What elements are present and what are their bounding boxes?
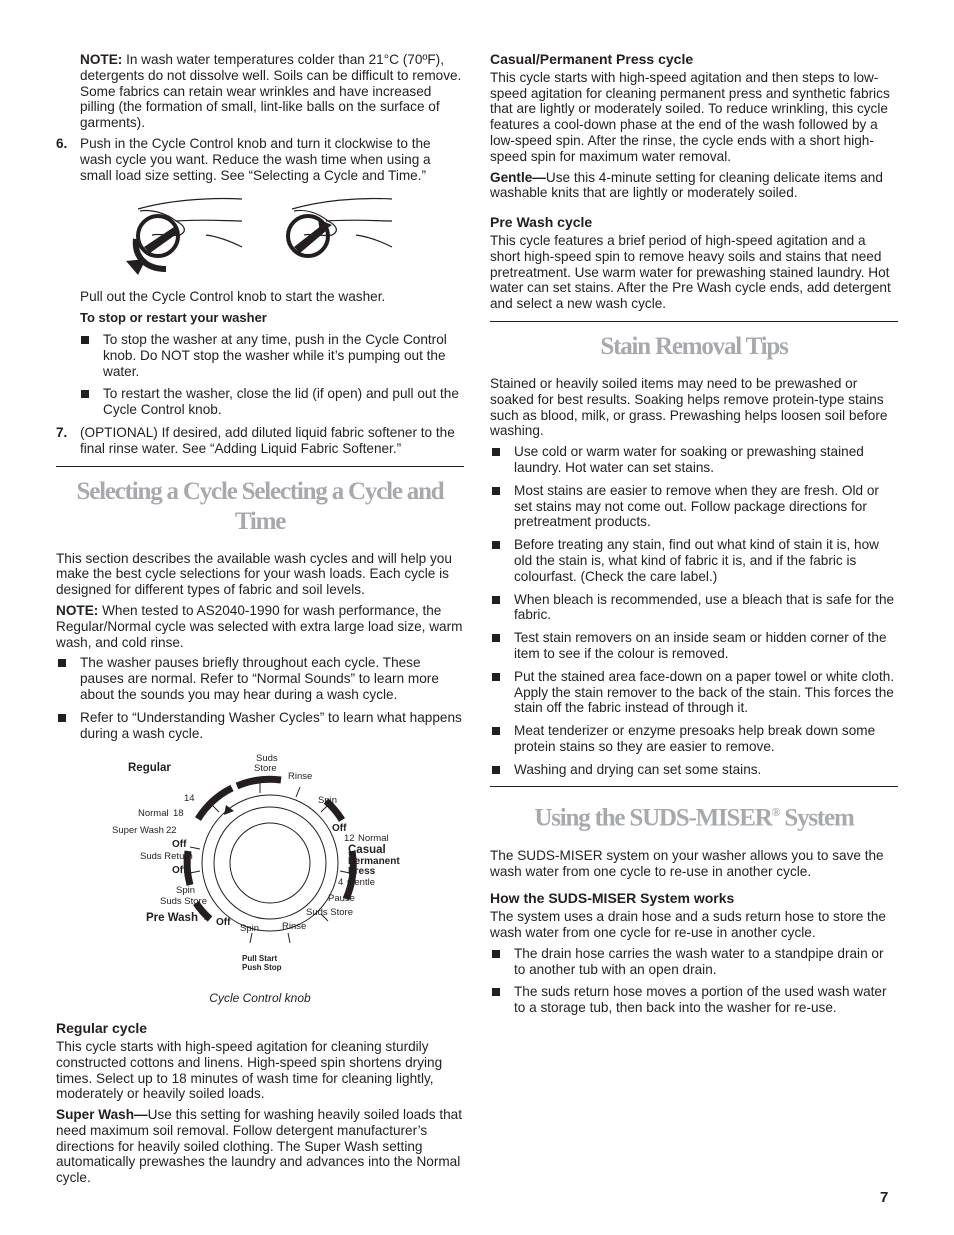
gentle-description: Use this 4-minute setting for cleaning delicate items and washable knits that are lightly or moderately soiled.	[490, 169, 883, 201]
dial-label-casual: Casual	[348, 844, 386, 857]
regular-cycle-heading: Regular cycle	[56, 1020, 148, 1037]
dial-label: Suds Store	[306, 907, 353, 919]
list-item: Use cold or warm water for soaking or prewashing stained laundry. Hot water can set stains.	[490, 444, 898, 476]
prewash-heading: Pre Wash cycle	[490, 214, 593, 231]
dial-label: Super Wash	[112, 825, 164, 837]
dial-label: Rinse	[282, 921, 307, 933]
hand-turning-knob-icon	[56, 191, 464, 283]
dial-label-pre-wash: Pre Wash	[146, 912, 198, 925]
dial-label: Off	[216, 917, 231, 929]
dial-label: 12	[344, 833, 355, 845]
casual-cycle-text: This cycle starts with high-speed agitation and then steps to low-speed agitation for cleaning permanent press and synthetic fabrics that are lightly or moderately soiled. To reduce wrinkling, this cycle features a cool-down phase at the end of the wash followed by a low-speed spin. After the rinse, the cycle ends with a short high-speed spin for maximum water removal.	[490, 69, 890, 164]
cycle-control-knob-figure	[56, 753, 464, 985]
dial-label: 4	[204, 913, 210, 925]
note-label: NOTE:	[80, 52, 123, 67]
step-text: (OPTIONAL) If desired, add diluted liquid fabric softener to the final rinse water. See “Adding Liquid Fabric Softener.”	[80, 424, 455, 456]
section-title-selecting-cycle: Selecting a Cycle Selecting a Cycle and Time	[76, 477, 444, 535]
dial-label: Normal	[358, 833, 389, 845]
list-item: Before treating any stain, find out what kind of stain it is, how old the stain is, what kind of fabric it is, and if the fabric is colourfast. (Check the care label.)	[490, 537, 898, 584]
divider	[56, 466, 464, 467]
dial-label-regular: Regular	[128, 762, 171, 775]
list-item: To stop the washer at any time, push in the Cycle Control knob. Do NOT stop the washer while it’s pumping out the water.	[79, 332, 464, 379]
dial-label: Pause	[328, 893, 355, 905]
step-6	[56, 136, 464, 183]
dial-label: Normal	[138, 808, 169, 820]
divider	[490, 321, 898, 322]
dial-label: Rinse	[288, 771, 313, 783]
section-intro: This section describes the available wash cycles and will help you make the best cycle selections for your wash loads. Each cycle is designed for different types of fabric and soil levels.	[56, 550, 452, 598]
suds-title-text: Using the SUDS-MISER	[534, 804, 772, 832]
note-temperature	[56, 52, 464, 131]
note-label: NOTE:	[56, 602, 99, 618]
note-text: In wash water temperatures colder than 21°C (70ºF), detergents do not dissolve well. Soils can be difficult to remove. Some fabrics can retain wear wrinkles and have increased pilling (the formation of small, lint-like balls on the surface of garments).	[80, 52, 462, 131]
dial-label: 18	[173, 808, 184, 820]
dial-label: Suds Store	[160, 896, 207, 908]
section-title-stain-removal: Stain Removal Tips	[600, 332, 788, 360]
step-text: Push in the Cycle Control knob and turn it clockwise to the wash cycle you want. Reduce the wash time when using a small load size setting. See “Selecting a Cycle and Time.”	[80, 135, 431, 183]
super-wash-description: Use this setting for washing heavily soiled loads that need maximum soil removal. Follow detergent manufacturer’s directions for heavily soiled clothing. The Super Wash setting automatically prewashes the laundry and advances into the Normal cycle.	[56, 1107, 462, 1186]
list-item: The drain hose carries the wash water to a standpipe drain or to another tub with an open drain.	[490, 946, 898, 978]
prewash-text: This cycle features a brief period of high-speed agitation and a short high-speed spin to remove heavy soils and stains that need pretreatment. Use warm water for prewashing stained laundry. Hot water can set stains. After the Pre Wash cycle ends, add detergent and select a new wash cycle.	[490, 232, 891, 312]
step-number: 6.	[56, 135, 68, 151]
list-item: Refer to “Understanding Washer Cycles” to learn what happens during a wash cycle.	[56, 710, 464, 742]
dial-label: Off	[172, 839, 187, 851]
suds-intro: The SUDS-MISER system on your washer allows you to save the wash water from one cycle to re-use in another cycle.	[490, 847, 884, 879]
pull-out-text: Pull out the Cycle Control knob to start the washer.	[80, 289, 386, 305]
dial-label: Spin	[240, 923, 260, 935]
knob-hands-illustration	[56, 191, 464, 283]
list-item: Meat tenderizer or enzyme presoaks help break down some protein stains so they are easier to remove.	[490, 723, 898, 755]
list-item: Put the stained area face-down on a paper towel or white cloth. Apply the stain remover to the back of the stain. This forces the stain off the fabric instead of through it.	[490, 669, 898, 716]
dial-label: Press	[348, 866, 376, 878]
divider	[490, 786, 898, 787]
figure-caption: Cycle Control knob	[209, 991, 311, 1006]
registered-mark: ®	[771, 805, 780, 820]
gentle-text	[490, 170, 898, 202]
section-title-suds-miser	[490, 797, 898, 833]
step-7	[56, 425, 464, 457]
dial-label: Push Stop	[242, 963, 282, 973]
super-wash-label: Super Wash—	[56, 1107, 148, 1123]
dial-label: 4	[338, 877, 344, 889]
dial-label: Suds Return	[140, 851, 193, 863]
dial-label: Suds	[256, 753, 278, 765]
dial-label: 22	[166, 825, 177, 837]
list-item: Most stains are easier to remove when they are fresh. Old or set stains may not come out. Follow package directions for pretreatment products.	[490, 483, 898, 530]
left-column	[56, 52, 464, 1191]
regular-cycle-text: This cycle starts with high-speed agitation for cleaning sturdily constructed cottons and linens. High-speed spin shortens drying times. Select up to 18 minutes of wash time for cleaning lightly, moderately or heavily soiled loads.	[56, 1038, 443, 1102]
dial-label: Gentle	[347, 877, 375, 889]
list-item: The washer pauses briefly throughout each cycle. These pauses are normal. Refer to “Normal Sounds” to learn more about the sounds you may hear during a wash cycle.	[56, 655, 464, 702]
dial-label: Pull Start	[242, 954, 278, 964]
list-item: When bleach is recommended, use a bleach that is safe for the fabric.	[490, 592, 898, 624]
stop-restart-heading: To stop or restart your washer	[80, 310, 267, 326]
list-item: Test stain removers on an inside seam or hidden corner of the item to see if the colour is removed.	[490, 630, 898, 662]
dial-label: Store	[254, 763, 277, 775]
dial-label: 14	[184, 793, 195, 805]
how-it-works-text: The system uses a drain hose and a suds return hose to store the wash water from one cycle for re-use in another cycle.	[490, 909, 886, 940]
gentle-label: Gentle—	[490, 169, 546, 185]
stain-intro: Stained or heavily soiled items may need to be prewashed or soaked for best results. Soaking helps remove protein-type stains such as blood, milk, or grass. Prewashing helps loosen soil before washing.	[490, 375, 888, 439]
page-number: 7	[880, 1189, 889, 1206]
dial-label: Spin	[318, 795, 338, 807]
cycle-control-dial	[56, 753, 464, 985]
note-text: When tested to AS2040-1990 for wash performance, the Regular/Normal cycle was selected with extra large load size, warm wash, and cold rinse.	[56, 602, 463, 650]
right-column	[490, 52, 898, 1023]
dial-label: Off	[332, 823, 347, 835]
how-it-works-heading: How the SUDS-MISER System works	[490, 890, 735, 907]
list-item: To restart the washer, close the lid (if open) and pull out the Cycle Control knob.	[79, 386, 464, 418]
casual-cycle-heading: Casual/Permanent Press cycle	[490, 51, 694, 67]
dial-label: Spin	[176, 885, 196, 897]
dial-label: Off	[172, 865, 187, 877]
regular-cycle-arc	[237, 780, 281, 787]
list-item: The suds return hose moves a portion of the used wash water to a storage tub, then back into the washer for re-use.	[490, 984, 898, 1016]
dial-label: Permanent	[348, 856, 400, 868]
note-as2040	[56, 603, 464, 650]
list-item: Washing and drying can set some stains.	[490, 762, 898, 778]
step-number: 7.	[56, 424, 68, 440]
super-wash-text	[56, 1107, 464, 1186]
suds-title-end: System	[779, 804, 854, 832]
